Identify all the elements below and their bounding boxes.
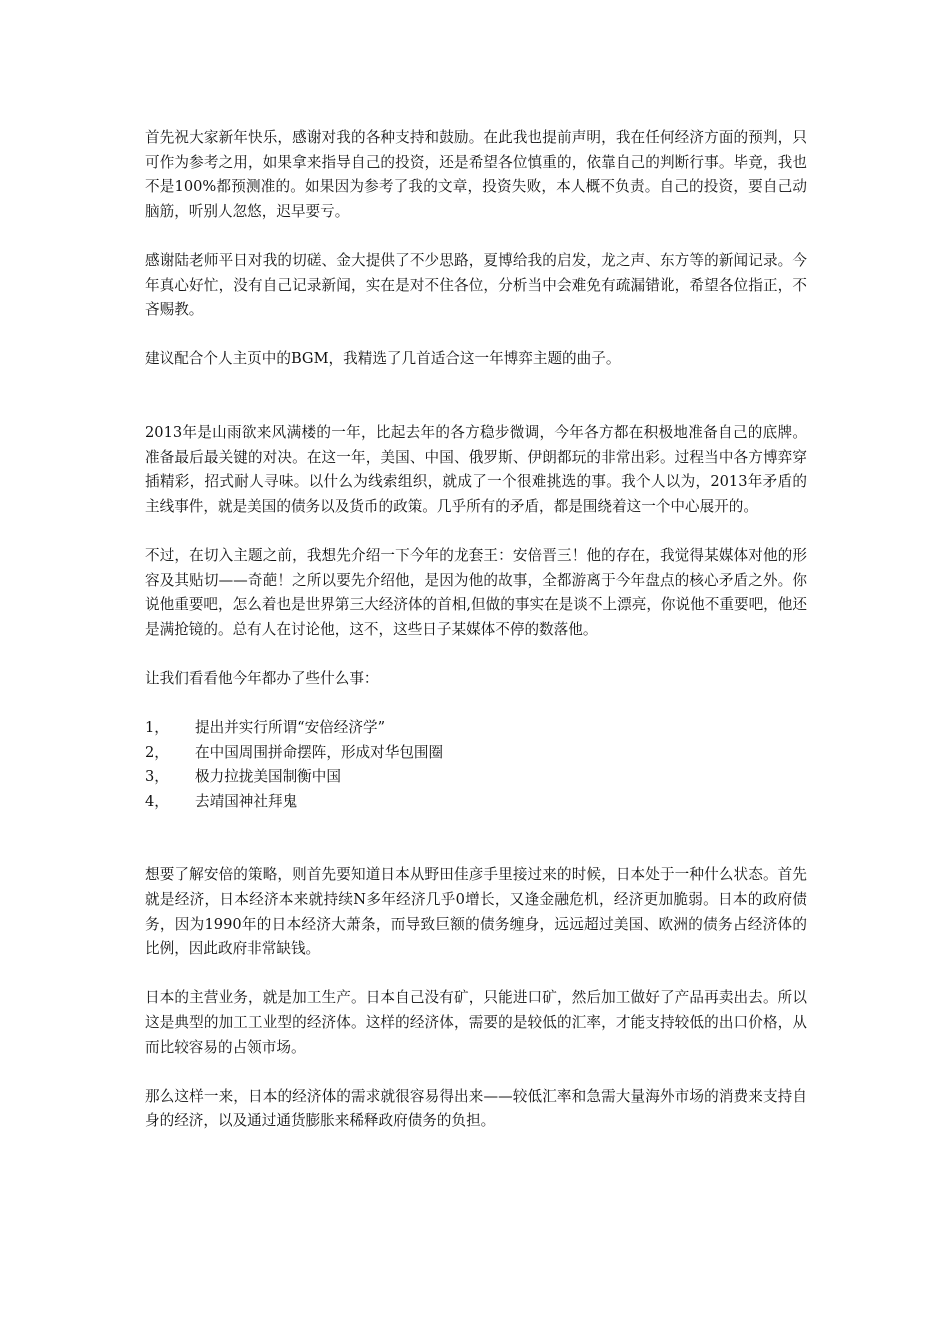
list-text: 提出并实行所谓“安倍经济学” (195, 719, 386, 737)
spacer (145, 323, 807, 348)
list-number: 2， (145, 743, 169, 761)
list-item (145, 790, 807, 815)
list-item (145, 741, 807, 766)
spacer (145, 1060, 807, 1085)
paragraph-japan-needs: 那么这样一来，日本的经济体的需求就很容易得出来——较低汇率和急需大量海外市场的消费来支持自身的经济，以及通过通货膨胀来稀释政府债务的负担。 (145, 1087, 807, 1130)
paragraph-bgm: 建议配合个人主页中的BGM，我精选了几首适合这一年博弈主题的曲子。 (145, 350, 621, 368)
spacer (145, 691, 807, 716)
spacer (145, 519, 807, 544)
list-text: 在中国周围拼命摆阵，形成对华包围圈 (195, 743, 444, 761)
spacer (145, 224, 807, 249)
spacer (145, 814, 807, 863)
paragraph-abe-intro: 不过，在切入主题之前，我想先介绍一下今年的龙套王：安倍晋三！他的存在，我觉得某媒体对他的形容及其贴切——奇葩！之所以要先介绍他，是因为他的故事，全都游离于今年盘点的核心矛盾之外。你说他重要吧，怎么着也是世界第三大经济体的首相,但做的事实在是谈不上漂亮，你说他不重要吧，他还是满抢镜的。总有人在讨论他，这不，这些日子某媒体不停的数落他。 (145, 546, 807, 638)
paragraph-2013-overview: 2013年是山雨欲来风满楼的一年，比起去年的各方稳步微调，今年各方都在积极地准备自己的底牌。准备最后最关键的对决。在这一年，美国、中国、俄罗斯、伊朗都玩的非常出彩。过程当中各方博弈穿插精彩，招式耐人寻味。以什么为线索组织，就成了一个很难挑选的事。我个人以为，2013年矛盾的主线事件，就是美国的债务以及货币的政策。几乎所有的矛盾，都是围绕着这一个中心展开的。 (145, 423, 807, 515)
paragraph-greeting: 首先祝大家新年快乐，感谢对我的各种支持和鼓励。在此我也提前声明，我在任何经济方面的预判，只可作为参考之用，如果拿来指导自己的投资，还是希望各位慎重的，依靠自己的判断行事。毕竟，我也不是100%都预测准的。如果因为参考了我的文章，投资失败，本人概不负责。自己的投资，要自己动脑筋，听别人忽悠，迟早要亏。 (145, 129, 807, 220)
paragraph-list-intro: 让我们看看他今年都办了些什么事： (145, 669, 379, 687)
document-page (145, 126, 807, 1134)
spacer (145, 642, 807, 667)
list-number: 1， (145, 719, 169, 737)
paragraph-thanks: 感谢陆老师平日对我的切磋、金大提供了不少思路，夏博给我的启发，龙之声、东方等的新闻记录。今年真心好忙，没有自己记录新闻，实在是对不住各位，分析当中会难免有疏漏错讹，希望各位指正，不吝赐教。 (145, 251, 807, 319)
list-text: 去靖国神社拜鬼 (195, 792, 298, 810)
list-number: 3， (145, 768, 169, 786)
spacer (145, 962, 807, 987)
paragraph-abe-strategy: 想要了解安倍的策略，则首先要知道日本从野田佳彦手里接过来的时候，日本处于一种什么状态。首先就是经济，日本经济本来就持续N多年经济几乎0增长，又逢金融危机，经济更加脆弱。日本的政府债务，因为1990年的日本经济大萧条，而导致巨额的债务缠身，远远超过美国、欧洲的债务占经济体的比例，因此政府非常缺钱。 (145, 866, 807, 958)
list-number: 4， (145, 792, 169, 810)
paragraph-japan-business: 日本的主营业务，就是加工生产。日本自己没有矿，只能进口矿，然后加工做好了产品再卖出去。所以这是典型的加工工业型的经济体。这样的经济体，需要的是较低的汇率，才能支持较低的出口价格，从而比较容易的占领市场。 (145, 989, 807, 1056)
numbered-list (145, 716, 807, 814)
spacer (145, 372, 807, 421)
list-item (145, 716, 807, 741)
list-item (145, 765, 807, 790)
list-text: 极力拉拢美国制衡中国 (195, 768, 341, 786)
